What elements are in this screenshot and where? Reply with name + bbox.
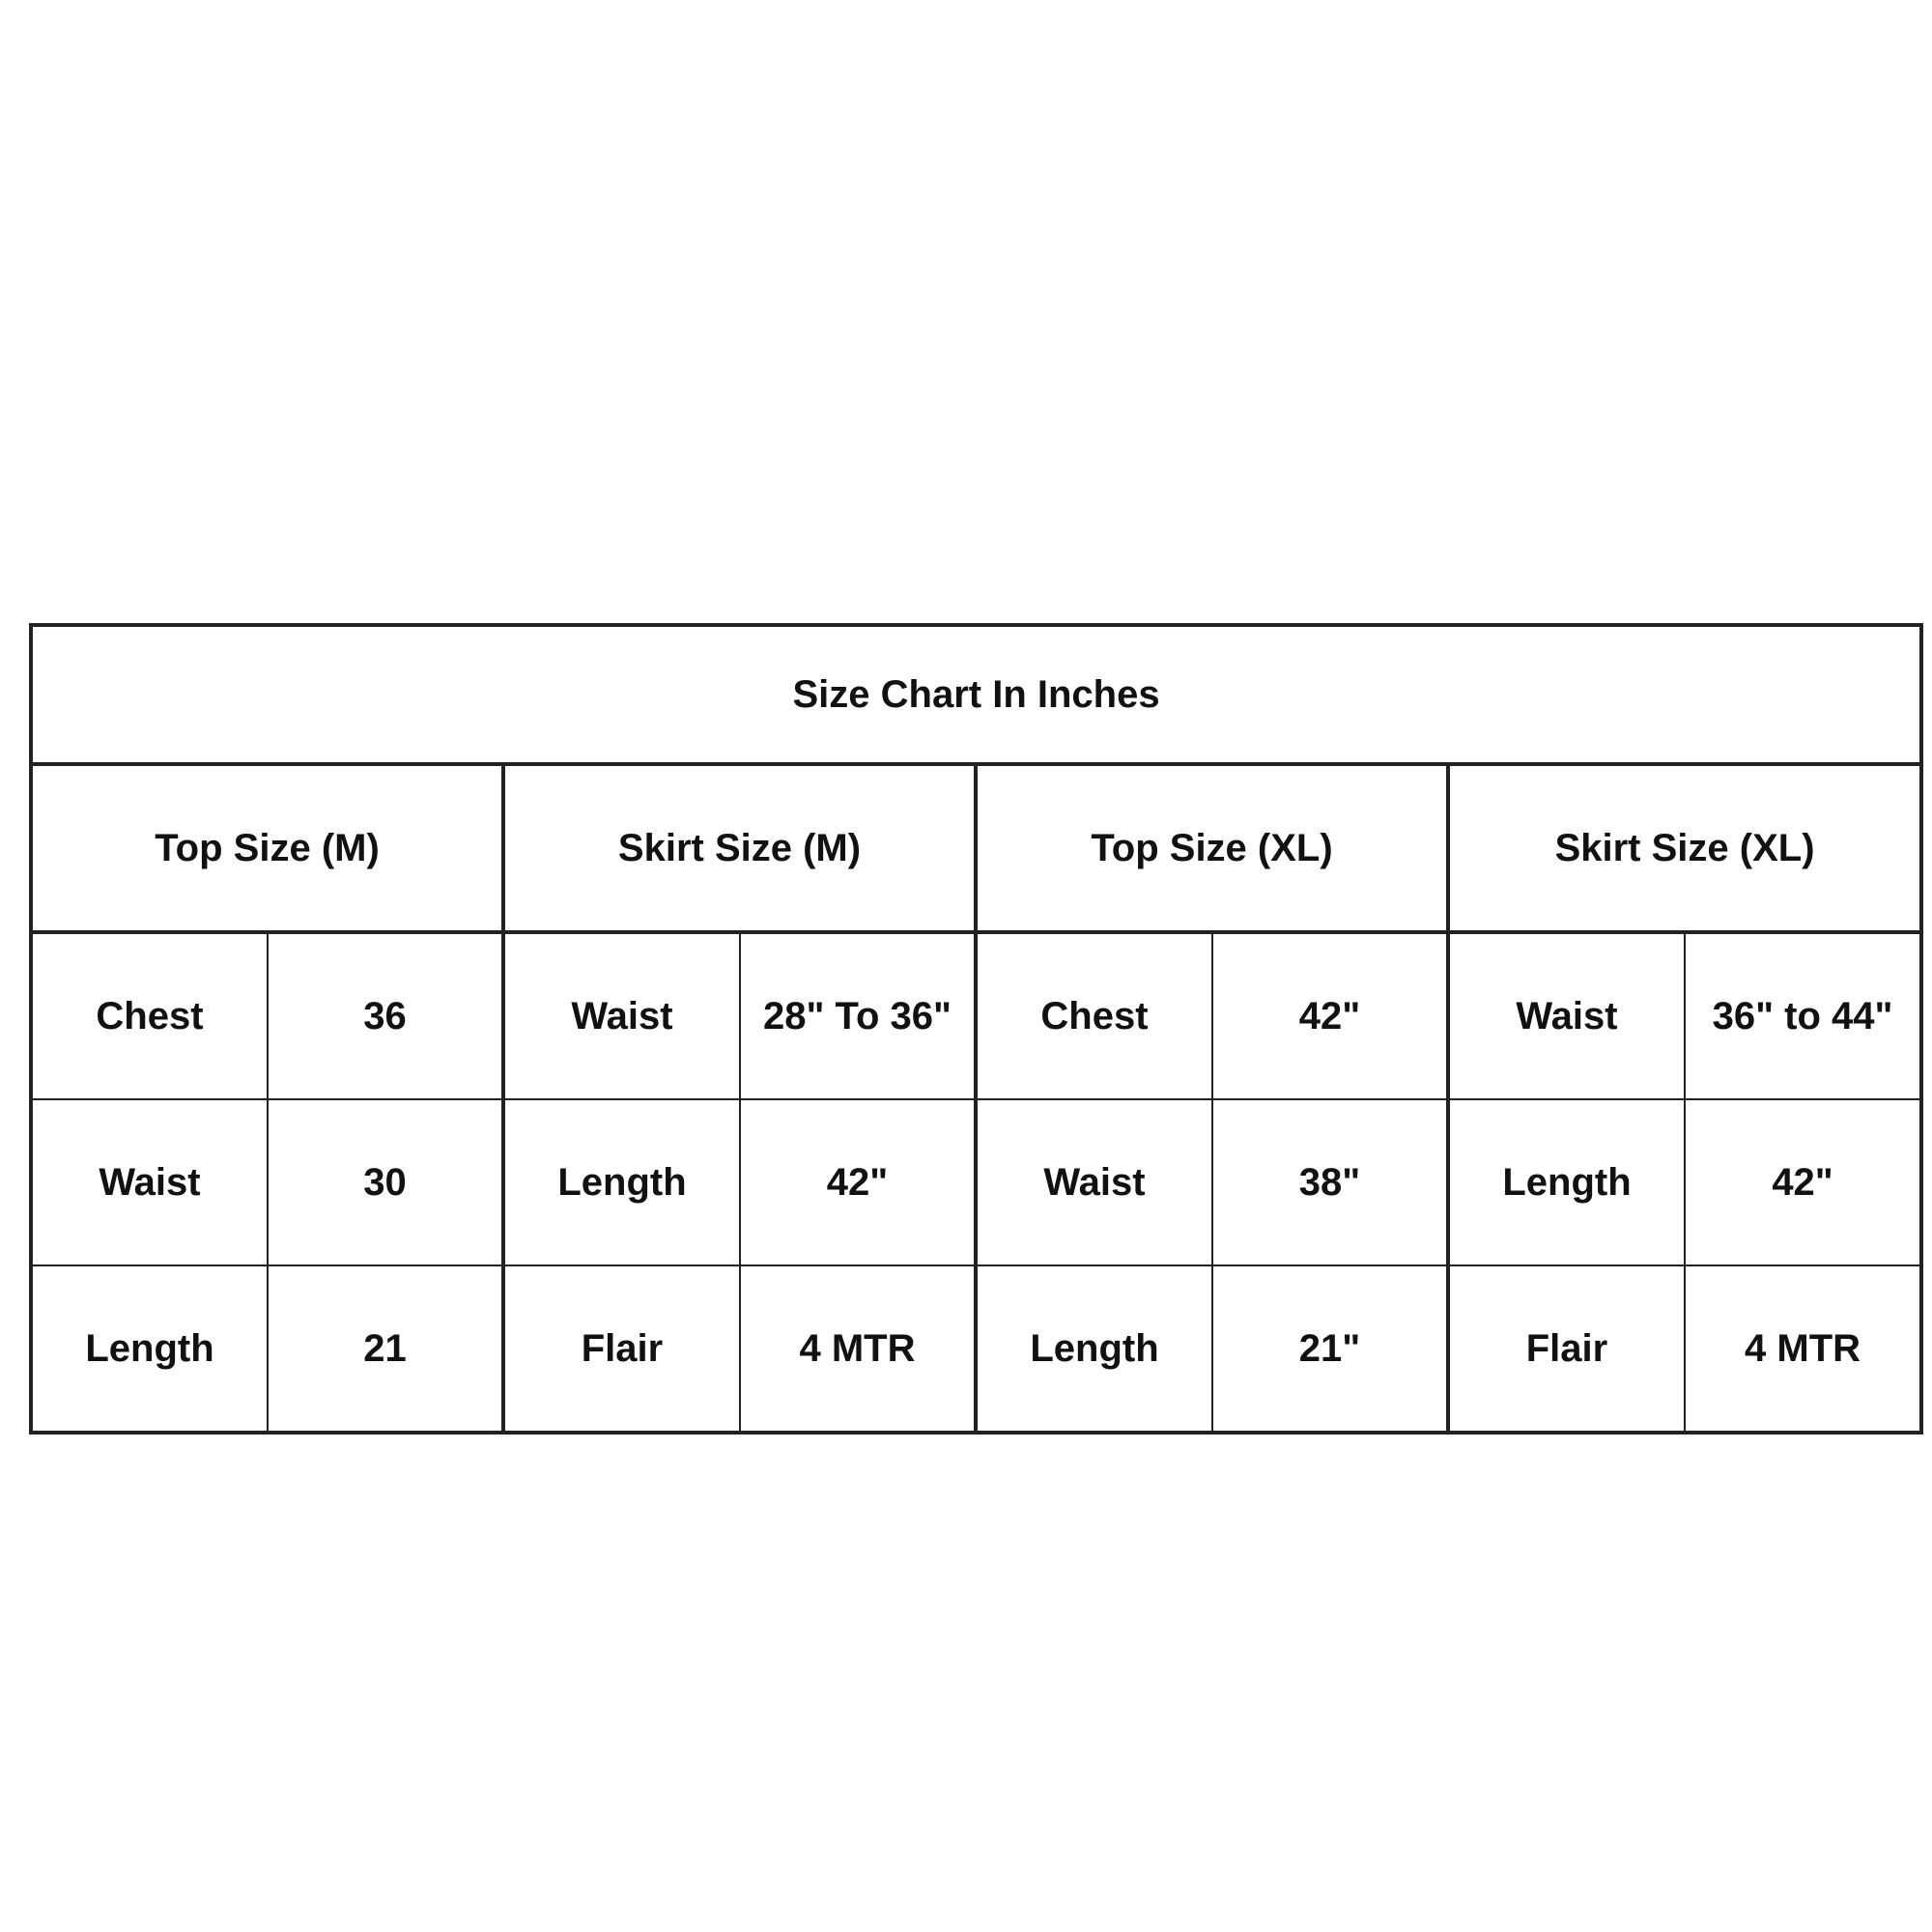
measure-label: Flair — [1448, 1265, 1685, 1433]
measure-label: Length — [503, 1099, 740, 1265]
measure-value: 4 MTR — [1685, 1265, 1921, 1433]
group-header-top-xl: Top Size (XL) — [976, 764, 1448, 932]
measure-label: Flair — [503, 1265, 740, 1433]
group-header-top-m: Top Size (M) — [31, 764, 503, 932]
measure-value: 21" — [1212, 1265, 1448, 1433]
table-row — [31, 932, 1921, 1099]
measure-value: 42" — [740, 1099, 976, 1265]
group-header-row — [31, 764, 1921, 932]
measure-value: 4 MTR — [740, 1265, 976, 1433]
measure-label: Waist — [976, 1099, 1212, 1265]
table-title: Size Chart In Inches — [31, 625, 1921, 764]
measure-label: Chest — [976, 932, 1212, 1099]
measure-value: 38" — [1212, 1099, 1448, 1265]
table-row — [31, 1099, 1921, 1265]
measure-value: 42" — [1212, 932, 1448, 1099]
measure-value: 21 — [268, 1265, 503, 1433]
measure-label: Waist — [1448, 932, 1685, 1099]
title-row — [31, 625, 1921, 764]
measure-value: 36 — [268, 932, 503, 1099]
group-header-skirt-xl: Skirt Size (XL) — [1448, 764, 1921, 932]
group-header-skirt-m: Skirt Size (M) — [503, 764, 976, 932]
size-chart-table — [29, 623, 1923, 1435]
measure-label: Length — [31, 1265, 268, 1433]
measure-value: 30 — [268, 1099, 503, 1265]
measure-value: 42" — [1685, 1099, 1921, 1265]
table-row — [31, 1265, 1921, 1433]
measure-label: Length — [1448, 1099, 1685, 1265]
measure-label: Chest — [31, 932, 268, 1099]
measure-label: Waist — [503, 932, 740, 1099]
measure-value: 28" To 36" — [740, 932, 976, 1099]
measure-label: Waist — [31, 1099, 268, 1265]
measure-label: Length — [976, 1265, 1212, 1433]
measure-value: 36" to 44" — [1685, 932, 1921, 1099]
